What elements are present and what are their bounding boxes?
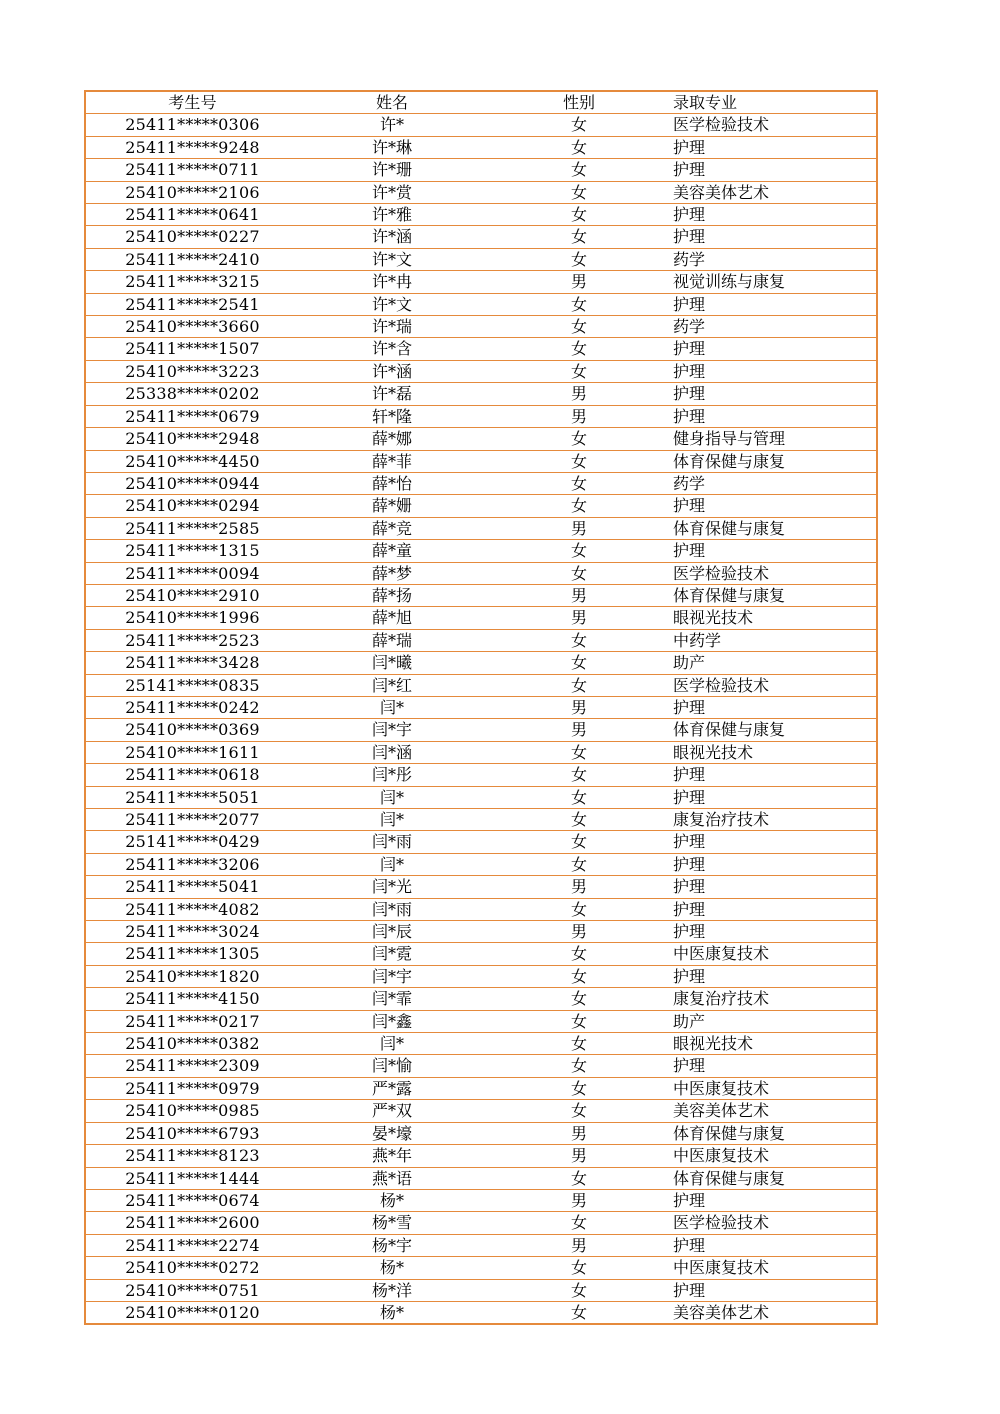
header-candidate-id: 考生号 [85, 91, 299, 114]
gender-cell: 女 [485, 472, 673, 494]
table-row [85, 472, 877, 494]
name-cell: 燕*年 [299, 1145, 485, 1167]
name-cell: 杨*洋 [299, 1279, 485, 1301]
candidate-id-cell: 25410*****0120 [85, 1301, 299, 1324]
gender-cell: 女 [485, 853, 673, 875]
candidate-id-cell: 25411*****0306 [85, 114, 299, 136]
table-row [85, 293, 877, 315]
name-cell: 闫* [299, 786, 485, 808]
header-name: 姓名 [299, 91, 485, 114]
gender-cell: 女 [485, 181, 673, 203]
gender-cell: 女 [485, 450, 673, 472]
table-row [85, 965, 877, 987]
major-cell: 护理 [673, 1055, 877, 1077]
table-row [85, 1010, 877, 1032]
name-cell: 闫* [299, 853, 485, 875]
candidate-id-cell: 25411*****2600 [85, 1212, 299, 1234]
name-cell: 薛*旭 [299, 607, 485, 629]
major-cell: 医学检验技术 [673, 114, 877, 136]
table-row [85, 226, 877, 248]
major-cell: 助产 [673, 652, 877, 674]
gender-cell: 女 [485, 226, 673, 248]
table-row [85, 1189, 877, 1211]
table-row [85, 876, 877, 898]
gender-cell: 男 [485, 696, 673, 718]
major-cell: 康复治疗技术 [673, 988, 877, 1010]
name-cell: 薛*娜 [299, 428, 485, 450]
gender-cell: 女 [485, 965, 673, 987]
table-row [85, 136, 877, 158]
name-cell: 许* [299, 114, 485, 136]
name-cell: 许*赏 [299, 181, 485, 203]
admission-table [84, 90, 878, 1325]
candidate-id-cell: 25410*****1996 [85, 607, 299, 629]
major-cell: 护理 [673, 338, 877, 360]
name-cell: 许*文 [299, 293, 485, 315]
table-row [85, 988, 877, 1010]
candidate-id-cell: 25411*****1315 [85, 540, 299, 562]
major-cell: 体育保健与康复 [673, 1167, 877, 1189]
gender-cell: 女 [485, 1301, 673, 1324]
name-cell: 闫* [299, 696, 485, 718]
table-row [85, 831, 877, 853]
candidate-id-cell: 25411*****2541 [85, 293, 299, 315]
major-cell: 中药学 [673, 629, 877, 651]
name-cell: 闫*红 [299, 674, 485, 696]
candidate-id-cell: 25411*****9248 [85, 136, 299, 158]
table-row [85, 1033, 877, 1055]
gender-cell: 女 [485, 1257, 673, 1279]
major-cell: 体育保健与康复 [673, 584, 877, 606]
major-cell: 药学 [673, 316, 877, 338]
candidate-id-cell: 25410*****0382 [85, 1033, 299, 1055]
major-cell: 体育保健与康复 [673, 1122, 877, 1144]
major-cell: 健身指导与管理 [673, 428, 877, 450]
table-row [85, 943, 877, 965]
table-row [85, 450, 877, 472]
major-cell: 护理 [673, 696, 877, 718]
name-cell: 闫*霓 [299, 943, 485, 965]
name-cell: 杨* [299, 1257, 485, 1279]
candidate-id-cell: 25410*****0985 [85, 1100, 299, 1122]
header-gender: 性别 [485, 91, 673, 114]
candidate-id-cell: 25410*****3660 [85, 316, 299, 338]
name-cell: 许*珊 [299, 159, 485, 181]
major-cell: 美容美体艺术 [673, 1100, 877, 1122]
table-row [85, 1212, 877, 1234]
candidate-id-cell: 25411*****2523 [85, 629, 299, 651]
name-cell: 闫*曦 [299, 652, 485, 674]
gender-cell: 女 [485, 293, 673, 315]
name-cell: 闫*光 [299, 876, 485, 898]
candidate-id-cell: 25411*****0979 [85, 1077, 299, 1099]
candidate-id-cell: 25411*****5051 [85, 786, 299, 808]
name-cell: 杨*雪 [299, 1212, 485, 1234]
candidate-id-cell: 25141*****0835 [85, 674, 299, 696]
candidate-id-cell: 25411*****1507 [85, 338, 299, 360]
name-cell: 闫*鑫 [299, 1010, 485, 1032]
table-row [85, 1234, 877, 1256]
candidate-id-cell: 25411*****0217 [85, 1010, 299, 1032]
gender-cell: 女 [485, 1077, 673, 1099]
gender-cell: 女 [485, 1055, 673, 1077]
major-cell: 助产 [673, 1010, 877, 1032]
table-row [85, 652, 877, 674]
gender-cell: 男 [485, 1145, 673, 1167]
gender-cell: 男 [485, 271, 673, 293]
candidate-id-cell: 25410*****4450 [85, 450, 299, 472]
candidate-id-cell: 25411*****3024 [85, 921, 299, 943]
gender-cell: 女 [485, 316, 673, 338]
major-cell: 护理 [673, 1234, 877, 1256]
major-cell: 中医康复技术 [673, 943, 877, 965]
gender-cell: 女 [485, 1212, 673, 1234]
name-cell: 许*瑞 [299, 316, 485, 338]
table-row [85, 383, 877, 405]
major-cell: 医学检验技术 [673, 674, 877, 696]
header-row [85, 91, 877, 114]
header-major: 录取专业 [673, 91, 877, 114]
candidate-id-cell: 25411*****3215 [85, 271, 299, 293]
table-row [85, 1279, 877, 1301]
table-row [85, 696, 877, 718]
candidate-id-cell: 25410*****1611 [85, 741, 299, 763]
major-cell: 护理 [673, 136, 877, 158]
gender-cell: 女 [485, 159, 673, 181]
candidate-id-cell: 25411*****0711 [85, 159, 299, 181]
table-row [85, 181, 877, 203]
gender-cell: 男 [485, 584, 673, 606]
name-cell: 薛*竞 [299, 517, 485, 539]
gender-cell: 女 [485, 786, 673, 808]
table-row [85, 540, 877, 562]
table-row [85, 517, 877, 539]
table-body [85, 114, 877, 1324]
table-row [85, 1077, 877, 1099]
gender-cell: 男 [485, 607, 673, 629]
candidate-id-cell: 25410*****0272 [85, 1257, 299, 1279]
gender-cell: 男 [485, 383, 673, 405]
table-row [85, 809, 877, 831]
table-row [85, 921, 877, 943]
table-row [85, 1301, 877, 1324]
candidate-id-cell: 25411*****2274 [85, 1234, 299, 1256]
name-cell: 许*琳 [299, 136, 485, 158]
gender-cell: 男 [485, 1189, 673, 1211]
name-cell: 薛*童 [299, 540, 485, 562]
name-cell: 薛*怡 [299, 472, 485, 494]
candidate-id-cell: 25411*****0679 [85, 405, 299, 427]
gender-cell: 女 [485, 831, 673, 853]
major-cell: 护理 [673, 226, 877, 248]
table-row [85, 629, 877, 651]
gender-cell: 女 [485, 495, 673, 517]
candidate-id-cell: 25411*****2410 [85, 248, 299, 270]
table-row [85, 719, 877, 741]
table-header [85, 91, 877, 114]
table-row [85, 316, 877, 338]
gender-cell: 女 [485, 898, 673, 920]
major-cell: 医学检验技术 [673, 562, 877, 584]
table-row [85, 338, 877, 360]
gender-cell: 男 [485, 1122, 673, 1144]
major-cell: 护理 [673, 921, 877, 943]
candidate-id-cell: 25411*****5041 [85, 876, 299, 898]
gender-cell: 女 [485, 360, 673, 382]
major-cell: 体育保健与康复 [673, 517, 877, 539]
name-cell: 晏*壕 [299, 1122, 485, 1144]
candidate-id-cell: 25411*****2309 [85, 1055, 299, 1077]
name-cell: 许*雅 [299, 204, 485, 226]
candidate-id-cell: 25410*****0944 [85, 472, 299, 494]
table-row [85, 741, 877, 763]
candidate-id-cell: 25338*****0202 [85, 383, 299, 405]
candidate-id-cell: 25411*****8123 [85, 1145, 299, 1167]
major-cell: 美容美体艺术 [673, 181, 877, 203]
table-row [85, 1100, 877, 1122]
major-cell: 护理 [673, 764, 877, 786]
name-cell: 薛*菲 [299, 450, 485, 472]
major-cell: 眼视光技术 [673, 607, 877, 629]
table-row [85, 159, 877, 181]
major-cell: 护理 [673, 853, 877, 875]
gender-cell: 女 [485, 136, 673, 158]
table-row [85, 1122, 877, 1144]
table-row [85, 428, 877, 450]
candidate-id-cell: 25411*****3428 [85, 652, 299, 674]
name-cell: 薛*姗 [299, 495, 485, 517]
gender-cell: 女 [485, 540, 673, 562]
gender-cell: 女 [485, 943, 673, 965]
major-cell: 药学 [673, 248, 877, 270]
gender-cell: 男 [485, 517, 673, 539]
name-cell: 许*冉 [299, 271, 485, 293]
major-cell: 眼视光技术 [673, 741, 877, 763]
gender-cell: 女 [485, 674, 673, 696]
name-cell: 闫*宇 [299, 719, 485, 741]
gender-cell: 女 [485, 652, 673, 674]
name-cell: 闫*霏 [299, 988, 485, 1010]
name-cell: 许*文 [299, 248, 485, 270]
name-cell: 许*涵 [299, 360, 485, 382]
gender-cell: 女 [485, 114, 673, 136]
candidate-id-cell: 25410*****1820 [85, 965, 299, 987]
name-cell: 闫* [299, 1033, 485, 1055]
candidate-id-cell: 25411*****1305 [85, 943, 299, 965]
gender-cell: 女 [485, 988, 673, 1010]
major-cell: 护理 [673, 831, 877, 853]
candidate-id-cell: 25411*****4150 [85, 988, 299, 1010]
major-cell: 护理 [673, 540, 877, 562]
table-row [85, 898, 877, 920]
name-cell: 闫*宇 [299, 965, 485, 987]
table-row [85, 495, 877, 517]
major-cell: 护理 [673, 159, 877, 181]
gender-cell: 女 [485, 428, 673, 450]
name-cell: 薛*扬 [299, 584, 485, 606]
gender-cell: 女 [485, 204, 673, 226]
candidate-id-cell: 25410*****2106 [85, 181, 299, 203]
name-cell: 闫* [299, 809, 485, 831]
major-cell: 护理 [673, 876, 877, 898]
candidate-id-cell: 25411*****3206 [85, 853, 299, 875]
gender-cell: 男 [485, 1234, 673, 1256]
gender-cell: 男 [485, 876, 673, 898]
name-cell: 杨*宇 [299, 1234, 485, 1256]
table-row [85, 674, 877, 696]
table-row [85, 786, 877, 808]
gender-cell: 女 [485, 1279, 673, 1301]
candidate-id-cell: 25411*****1444 [85, 1167, 299, 1189]
name-cell: 薛*瑞 [299, 629, 485, 651]
major-cell: 护理 [673, 898, 877, 920]
name-cell: 许*磊 [299, 383, 485, 405]
name-cell: 杨* [299, 1189, 485, 1211]
table-row [85, 248, 877, 270]
table-row [85, 607, 877, 629]
major-cell: 体育保健与康复 [673, 450, 877, 472]
gender-cell: 女 [485, 809, 673, 831]
major-cell: 护理 [673, 383, 877, 405]
name-cell: 闫*雨 [299, 831, 485, 853]
major-cell: 护理 [673, 204, 877, 226]
table-row [85, 1257, 877, 1279]
major-cell: 护理 [673, 360, 877, 382]
major-cell: 护理 [673, 1189, 877, 1211]
major-cell: 康复治疗技术 [673, 809, 877, 831]
gender-cell: 男 [485, 921, 673, 943]
table-row [85, 562, 877, 584]
name-cell: 燕*语 [299, 1167, 485, 1189]
table-row [85, 114, 877, 136]
name-cell: 闫*彤 [299, 764, 485, 786]
candidate-id-cell: 25410*****0369 [85, 719, 299, 741]
candidate-id-cell: 25410*****6793 [85, 1122, 299, 1144]
table-row [85, 1145, 877, 1167]
major-cell: 护理 [673, 495, 877, 517]
candidate-id-cell: 25411*****0094 [85, 562, 299, 584]
candidate-id-cell: 25411*****2077 [85, 809, 299, 831]
candidate-id-cell: 25410*****2948 [85, 428, 299, 450]
gender-cell: 女 [485, 764, 673, 786]
major-cell: 视觉训练与康复 [673, 271, 877, 293]
name-cell: 许*含 [299, 338, 485, 360]
major-cell: 护理 [673, 405, 877, 427]
candidate-id-cell: 25410*****2910 [85, 584, 299, 606]
major-cell: 护理 [673, 293, 877, 315]
major-cell: 中医康复技术 [673, 1257, 877, 1279]
table-row [85, 271, 877, 293]
gender-cell: 女 [485, 338, 673, 360]
gender-cell: 女 [485, 1167, 673, 1189]
name-cell: 闫*雨 [299, 898, 485, 920]
name-cell: 闫*辰 [299, 921, 485, 943]
table-row [85, 1055, 877, 1077]
major-cell: 护理 [673, 965, 877, 987]
candidate-id-cell: 25141*****0429 [85, 831, 299, 853]
major-cell: 美容美体艺术 [673, 1301, 877, 1324]
gender-cell: 男 [485, 405, 673, 427]
gender-cell: 女 [485, 562, 673, 584]
table-row [85, 405, 877, 427]
major-cell: 护理 [673, 1279, 877, 1301]
gender-cell: 女 [485, 1010, 673, 1032]
gender-cell: 女 [485, 248, 673, 270]
name-cell: 杨* [299, 1301, 485, 1324]
candidate-id-cell: 25410*****0751 [85, 1279, 299, 1301]
gender-cell: 男 [485, 719, 673, 741]
candidate-id-cell: 25411*****0618 [85, 764, 299, 786]
candidate-id-cell: 25410*****0227 [85, 226, 299, 248]
candidate-id-cell: 25411*****0242 [85, 696, 299, 718]
table-row [85, 764, 877, 786]
table-row [85, 1167, 877, 1189]
table-row [85, 360, 877, 382]
name-cell: 闫*涵 [299, 741, 485, 763]
name-cell: 轩*隆 [299, 405, 485, 427]
candidate-id-cell: 25411*****4082 [85, 898, 299, 920]
major-cell: 药学 [673, 472, 877, 494]
gender-cell: 女 [485, 1033, 673, 1055]
major-cell: 护理 [673, 786, 877, 808]
gender-cell: 女 [485, 741, 673, 763]
table-row [85, 584, 877, 606]
name-cell: 闫*愉 [299, 1055, 485, 1077]
candidate-id-cell: 25411*****0674 [85, 1189, 299, 1211]
name-cell: 严*露 [299, 1077, 485, 1099]
major-cell: 眼视光技术 [673, 1033, 877, 1055]
major-cell: 中医康复技术 [673, 1077, 877, 1099]
table-row [85, 204, 877, 226]
name-cell: 严*双 [299, 1100, 485, 1122]
gender-cell: 女 [485, 629, 673, 651]
candidate-id-cell: 25410*****0294 [85, 495, 299, 517]
candidate-id-cell: 25411*****2585 [85, 517, 299, 539]
candidate-id-cell: 25411*****0641 [85, 204, 299, 226]
name-cell: 许*涵 [299, 226, 485, 248]
major-cell: 体育保健与康复 [673, 719, 877, 741]
name-cell: 薛*梦 [299, 562, 485, 584]
gender-cell: 女 [485, 1100, 673, 1122]
candidate-id-cell: 25410*****3223 [85, 360, 299, 382]
major-cell: 医学检验技术 [673, 1212, 877, 1234]
table-row [85, 853, 877, 875]
major-cell: 中医康复技术 [673, 1145, 877, 1167]
